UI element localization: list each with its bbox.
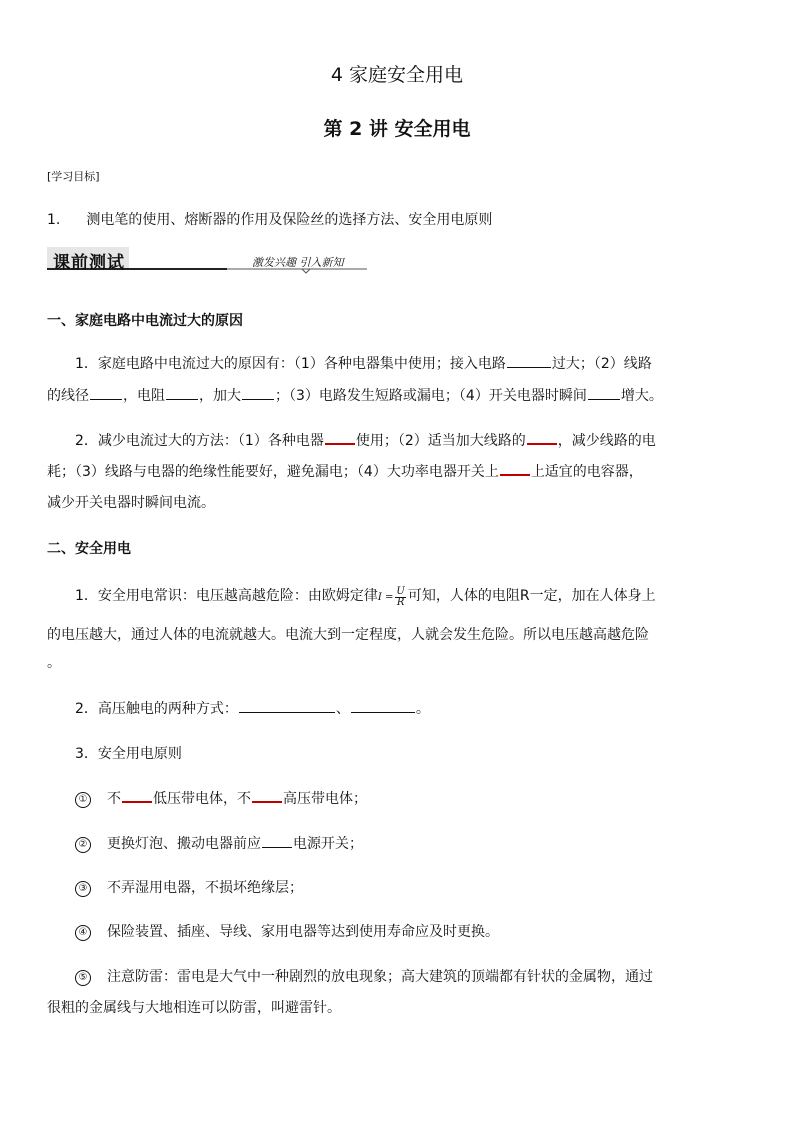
section2-heading: 二、安全用电: [47, 541, 131, 557]
text-run: 过大；（2）线路: [551, 356, 652, 372]
answer-blank: [242, 398, 274, 400]
answer-blank: [239, 711, 335, 713]
ohm-law-formula: [377, 586, 408, 608]
rule-5-line1: [75, 966, 653, 986]
text-run: 2．减少电流过大的方法：（1）各种电器: [75, 433, 324, 449]
answer-blank: [351, 711, 415, 713]
circled-number: ②: [75, 837, 91, 853]
rule-3: [75, 877, 303, 897]
text-run: 不弄湿用电器，不损坏绝缘层；: [107, 880, 303, 896]
rule-2: [75, 833, 363, 853]
goals-label: [学习目标]: [47, 170, 100, 183]
circled-number: ④: [75, 925, 91, 941]
answer-blank: [262, 846, 292, 848]
section1-heading: 一、家庭电路中电流过大的原因: [47, 313, 243, 329]
answer-blank: [500, 473, 530, 476]
s2-p1-line3: 。: [47, 655, 61, 671]
text-run: 1．安全用电常识：电压越高越危险：由欧姆定律: [75, 588, 378, 604]
formula-numerator: U: [396, 586, 405, 597]
answer-blank: [507, 366, 551, 368]
answer-blank: [90, 398, 122, 400]
s1-p1-line2: [47, 385, 663, 405]
pretest-banner: [47, 245, 367, 275]
answer-blank: [527, 442, 557, 445]
text-run: 上适宜的电容器，: [530, 464, 643, 480]
formula-fraction: [395, 587, 405, 608]
text-run: 、: [335, 701, 350, 717]
document-title: 4 家庭安全用电: [330, 64, 464, 86]
text-run: 耗；（3）线路与电器的绝缘性能要好，避免漏电；（4）大功率电器开关上: [47, 464, 499, 480]
text-run: 不: [107, 791, 121, 807]
text-run: 2．高压触电的两种方式：: [75, 701, 238, 717]
s2-p3: 3．安全用电原则: [75, 746, 182, 762]
text-run: ，加大: [199, 388, 241, 404]
answer-blank: [588, 398, 620, 400]
text-run: 使用；（2）适当加大线路的: [355, 433, 526, 449]
text-run: ，电阻: [123, 388, 165, 404]
rule-1: [75, 788, 367, 808]
goal-text: 测电笔的使用、熔断器的作用及保险丝的选择方法、安全用电原则: [86, 212, 493, 228]
lesson-subtitle: 第 2 讲 安全用电: [323, 118, 471, 140]
circled-number: ③: [75, 881, 91, 897]
text-run: ，减少线路的电: [557, 433, 656, 449]
s1-p1-line1: [75, 353, 652, 373]
text-run: 的线径: [47, 388, 89, 404]
goal-item-1: [47, 209, 492, 229]
text-run: ；（3）电路发生短路或漏电；（4）开关电器时瞬间: [275, 388, 587, 404]
answer-blank: [166, 398, 198, 400]
banner-subtitle: 激发兴趣 引入新知: [252, 256, 344, 269]
answer-blank: [325, 442, 355, 445]
text-run: 高压带电体；: [283, 791, 367, 807]
circled-number: ①: [75, 792, 91, 808]
s1-p2-line3: 减少开关电器时瞬间电流。: [47, 495, 215, 511]
answer-blank: [252, 800, 282, 803]
s1-p2-line2: [47, 461, 643, 481]
answer-blank: [122, 800, 152, 803]
s2-p2: [75, 698, 430, 718]
text-run: 增大。: [620, 388, 663, 404]
text-run: 注意防雷：雷电是大气中一种剧烈的放电现象；高大建筑的顶端都有针状的金属物，通过: [107, 969, 653, 985]
s1-p2-line1: [75, 430, 656, 450]
text-run: 低压带电体，不: [153, 791, 251, 807]
circled-number: ⑤: [75, 970, 91, 986]
s2-p1-line2: 的电压越大，通过人体的电流就越大。电流大到一定程度，人就会发生危险。所以电压越高越危险: [47, 627, 649, 643]
rule-5-line2: 很粗的金属线与大地相连可以防雷，叫避雷针。: [47, 1000, 341, 1016]
s2-p1-line1: [75, 585, 656, 608]
text-run: 电源开关；: [293, 836, 363, 852]
formula-lhs: I =: [377, 592, 394, 603]
banner-title: 课前测试: [53, 253, 125, 273]
text-run: 。: [415, 701, 430, 717]
text-run: 可知，人体的电阻R一定，加在人体身上: [407, 588, 656, 604]
text-run: 1．家庭电路中电流过大的原因有：（1）各种电器集中使用；接入电路: [75, 356, 506, 372]
rule-4: [75, 921, 499, 941]
formula-denominator: R: [396, 597, 405, 608]
text-run: 更换灯泡、搬动电器前应: [107, 836, 261, 852]
text-run: 保险装置、插座、导线、家用电器等达到使用寿命应及时更换。: [107, 924, 499, 940]
goal-number: 1.: [47, 212, 61, 228]
